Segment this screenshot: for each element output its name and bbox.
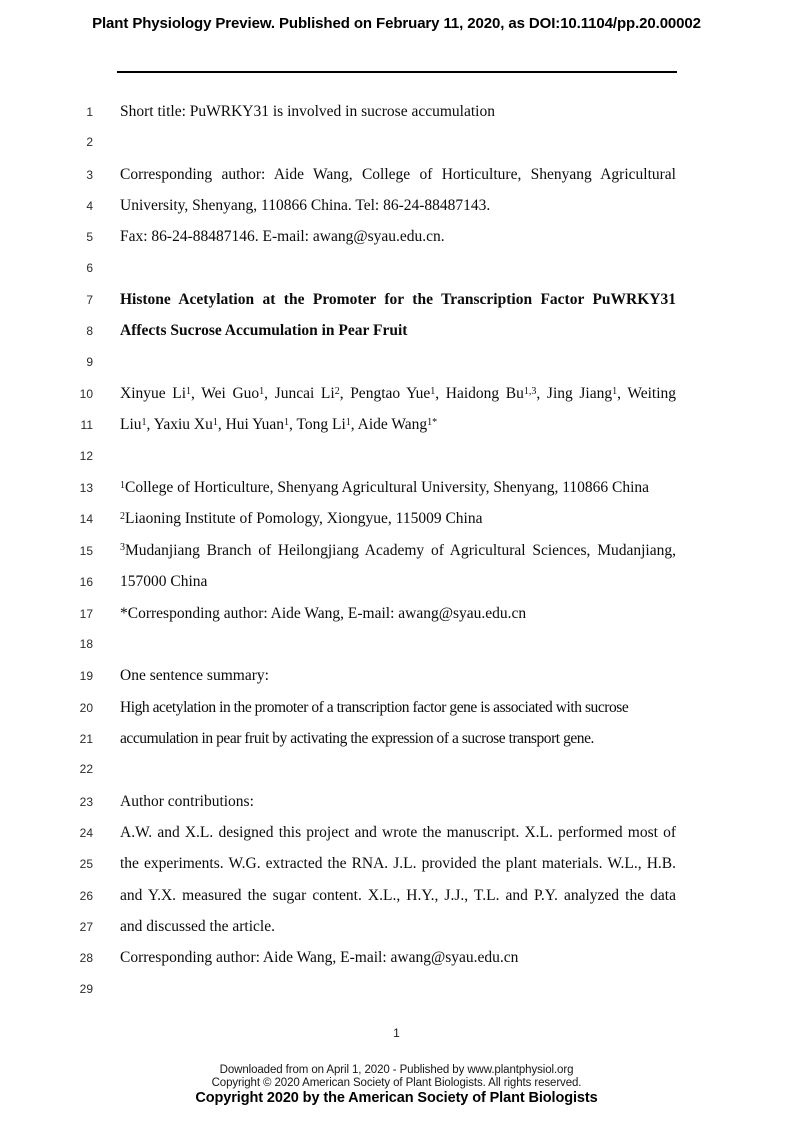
- line-text: Histone Acetylation at the Promoter for the Transcription Factor PuWRKY31: [120, 291, 676, 309]
- header-rule: [117, 71, 677, 73]
- line-row: [0, 127, 793, 158]
- line-number: 2: [86, 135, 93, 150]
- line-number: 15: [79, 543, 93, 558]
- line-text: and discussed the article.: [120, 917, 275, 935]
- line-row: [0, 472, 793, 503]
- page-footer: [0, 1064, 793, 1107]
- line-text: $^2$Liaoning Institute of Pomology, Xiongyue, 115009 China: [120, 510, 483, 528]
- line-row: [0, 629, 793, 660]
- line-row: [0, 786, 793, 817]
- line-number: 26: [79, 888, 93, 903]
- line-number: 24: [79, 825, 93, 840]
- line-number: 1: [86, 105, 93, 119]
- line-text: $^3$Mudanjiang Branch of Heilongjiang Academy of Agricultural Sciences, Mudanjiang,: [120, 541, 676, 559]
- line-row: [0, 221, 793, 252]
- line-number: 7: [86, 293, 93, 308]
- line-number: 23: [79, 794, 93, 809]
- line-row: [0, 660, 793, 691]
- line-row: [0, 692, 793, 723]
- line-number: 29: [79, 981, 93, 996]
- line-row: [0, 441, 793, 472]
- line-number: 22: [79, 762, 93, 777]
- line-number: 17: [79, 606, 93, 621]
- line-row: [0, 315, 793, 346]
- line-number: 21: [79, 731, 93, 746]
- line-row: [0, 284, 793, 315]
- line-row: [0, 848, 793, 879]
- line-number: 20: [79, 700, 93, 715]
- line-number: 6: [86, 260, 93, 275]
- line-text: One sentence summary:: [120, 667, 269, 685]
- line-text: Affects Sucrose Accumulation in Pear Fruit: [120, 322, 408, 340]
- line-number: 11: [80, 418, 93, 433]
- line-row: [0, 974, 793, 1005]
- line-number: 12: [79, 448, 93, 463]
- line-text: *Corresponding author: Aide Wang, E-mail: awang@syau.edu.cn: [120, 604, 527, 622]
- line-text: and Y.X. measured the sugar content. X.L., H.Y., J.J., T.L. and P.Y. analyzed the data: [120, 886, 676, 904]
- line-number: 19: [79, 669, 93, 684]
- line-number: 25: [79, 857, 93, 872]
- line-number: 14: [79, 512, 93, 527]
- line-number: 5: [86, 230, 93, 245]
- line-text: Liu$^1$, Yaxiu Xu$^1$, Hui Yuan$^1$, Tong Li$^1$, Aide Wang$^{1*}$: [120, 416, 438, 434]
- line-number: 16: [79, 575, 93, 590]
- line-text: Short title: PuWRKY31 is involved in sucrose accumulation: [120, 103, 495, 120]
- line-text: Fax: 86-24-88487146. E-mail: awang@syau.edu.cn.: [120, 228, 445, 246]
- line-row: [0, 96, 793, 127]
- footer-copyright-bold-line: Copyright 2020 by the American Society of Plant Biologists: [195, 1090, 598, 1106]
- line-row: [0, 347, 793, 378]
- line-text: Corresponding author: Aide Wang, E-mail: awang@syau.edu.cn: [120, 949, 519, 967]
- line-number: 8: [86, 324, 93, 339]
- line-number: 13: [79, 481, 93, 496]
- footer-copyright-line: Copyright © 2020 American Society of Plant Biologists. All rights reserved.: [211, 1077, 582, 1089]
- line-row: [0, 190, 793, 221]
- line-number: 28: [79, 951, 93, 966]
- line-row: [0, 911, 793, 942]
- line-row: [0, 503, 793, 534]
- line-text: Author contributions:: [120, 792, 254, 810]
- line-row: [0, 942, 793, 973]
- line-row: [0, 723, 793, 754]
- line-text: the experiments. W.G. extracted the RNA. J.L. provided the plant materials. W.L., H.B.: [120, 855, 676, 873]
- line-text: Corresponding author: Aide Wang, College of Horticulture, Shenyang Agricultural: [120, 165, 676, 183]
- line-row: [0, 409, 793, 440]
- line-text: A.W. and X.L. designed this project and wrote the manuscript. X.L. performed most of: [120, 823, 676, 841]
- page-number: 1: [393, 1026, 400, 1040]
- line-text: 157000 China: [120, 573, 208, 591]
- line-row: [0, 535, 793, 566]
- manuscript-body: [0, 96, 793, 1005]
- journal-header: Plant Physiology Preview. Published on February 11, 2020, as DOI:10.1104/pp.20.00002: [92, 15, 701, 32]
- line-text: High acetylation in the promoter of a transcription factor gene is associated with sucrose: [120, 698, 629, 716]
- line-text: Xinyue Li$^1$, Wei Guo$^1$, Juncai Li$^2$, Pengtao Yue$^1$, Haidong Bu$^{1,3}$, Jing Jiang$^1$, Weiting: [120, 385, 677, 403]
- line-number: 27: [79, 919, 93, 934]
- line-row: [0, 880, 793, 911]
- line-number: 4: [86, 199, 93, 214]
- line-number: 3: [86, 167, 93, 182]
- line-row: [0, 159, 793, 190]
- line-number: 9: [86, 354, 93, 369]
- line-row: [0, 253, 793, 284]
- line-row: [0, 378, 793, 409]
- line-row: [0, 598, 793, 629]
- line-text: accumulation in pear fruit by activating the expression of a sucrose transport gene.: [120, 729, 594, 747]
- line-row: [0, 754, 793, 785]
- line-text: University, Shenyang, 110866 China. Tel: 86-24-88487143.: [120, 197, 491, 215]
- line-text: $^1$College of Horticulture, Shenyang Agricultural University, Shenyang, 110866 China: [120, 479, 650, 497]
- line-row: [0, 566, 793, 597]
- footer-download-line: Downloaded from on April 1, 2020 - Published by www.plantphysiol.org: [219, 1064, 574, 1076]
- line-row: [0, 817, 793, 848]
- line-number: 10: [79, 387, 93, 402]
- line-number: 18: [79, 636, 93, 651]
